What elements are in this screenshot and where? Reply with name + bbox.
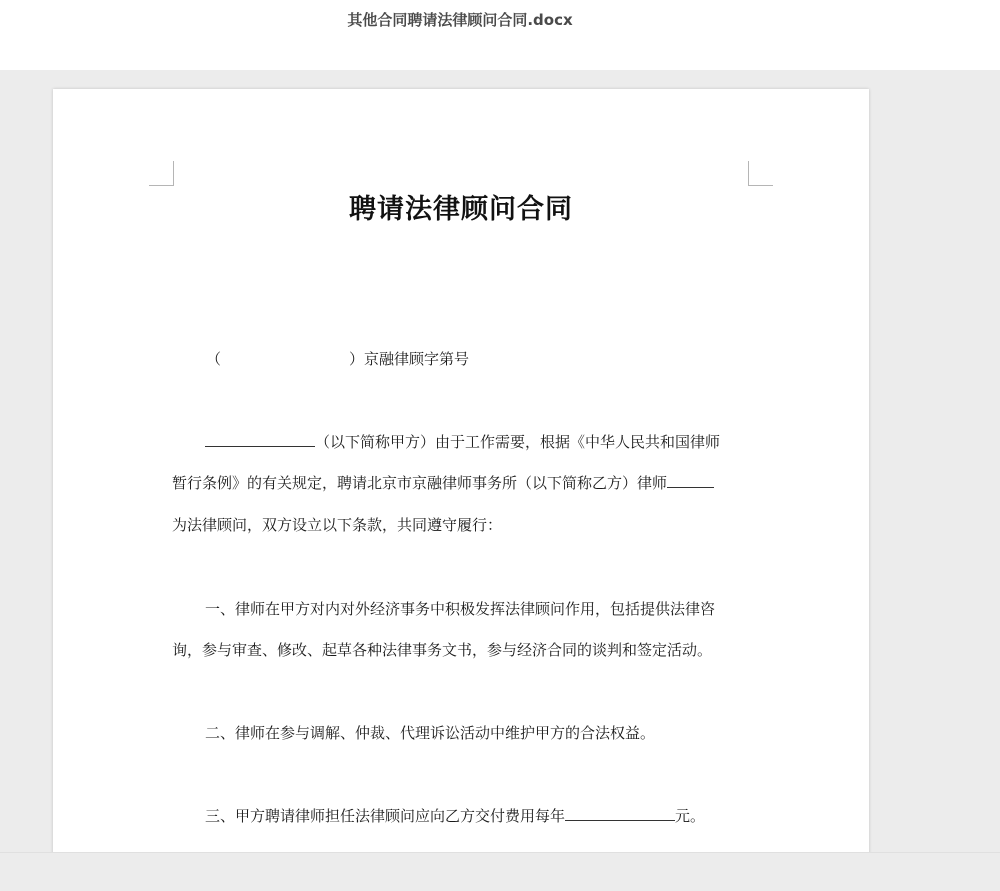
paragraph-1-line-1 <box>205 431 720 452</box>
margin-marker-top-right <box>748 161 773 186</box>
clause-1-text-1: 一、律师在甲方对内对外经济事务中积极发挥法律顾问作用，包括提供法律咨 <box>205 600 716 618</box>
paragraph-1-text-3: 为法律顾问，双方设立以下条款，共同遵守履行： <box>172 516 503 534</box>
lawyer-name-blank <box>667 473 714 488</box>
party-a-blank <box>205 432 315 447</box>
clause-2-line <box>205 722 655 743</box>
clause-1-text-2: 询，参与审查、修改、起草各种法律事务文书，参与经济合同的谈判和签定活动。 <box>172 641 713 659</box>
annual-fee-blank <box>565 806 675 821</box>
clause-1-line-1 <box>205 598 715 619</box>
margin-marker-top-left <box>149 161 174 186</box>
clause-2-text: 二、律师在参与调解、仲裁、代理诉讼活动中维护甲方的合法权益。 <box>205 724 656 742</box>
title-bar <box>0 0 1000 70</box>
clause-3-currency: 元。 <box>675 807 706 825</box>
clause-3-line <box>205 805 705 826</box>
paragraph-1-line-3 <box>172 514 502 535</box>
document-filename: 其他合同聘请法律顾问合同.docx <box>347 11 573 29</box>
document-viewer[interactable] <box>0 70 1000 852</box>
reference-suffix: ）京融律顾字第号 <box>349 350 470 368</box>
status-bar <box>0 852 1000 891</box>
reference-open-paren: （ <box>206 350 222 368</box>
document-page <box>53 89 869 852</box>
paragraph-1-text-1: （以下简称甲方）由于工作需要，根据《中华人民共和国律师 <box>315 433 721 451</box>
clause-3-text: 三、甲方聘请律师担任法律顾问应向乙方交付费用每年 <box>205 807 566 825</box>
paragraph-1-text-2: 暂行条例》的有关规定，聘请北京市京融律师事务所（以下简称乙方）律师 <box>172 474 668 492</box>
reference-number-line <box>206 348 469 369</box>
paragraph-1-line-2 <box>172 472 714 493</box>
clause-1-line-2 <box>172 639 712 660</box>
document-title: 聘请法律顾问合同 <box>349 194 573 225</box>
